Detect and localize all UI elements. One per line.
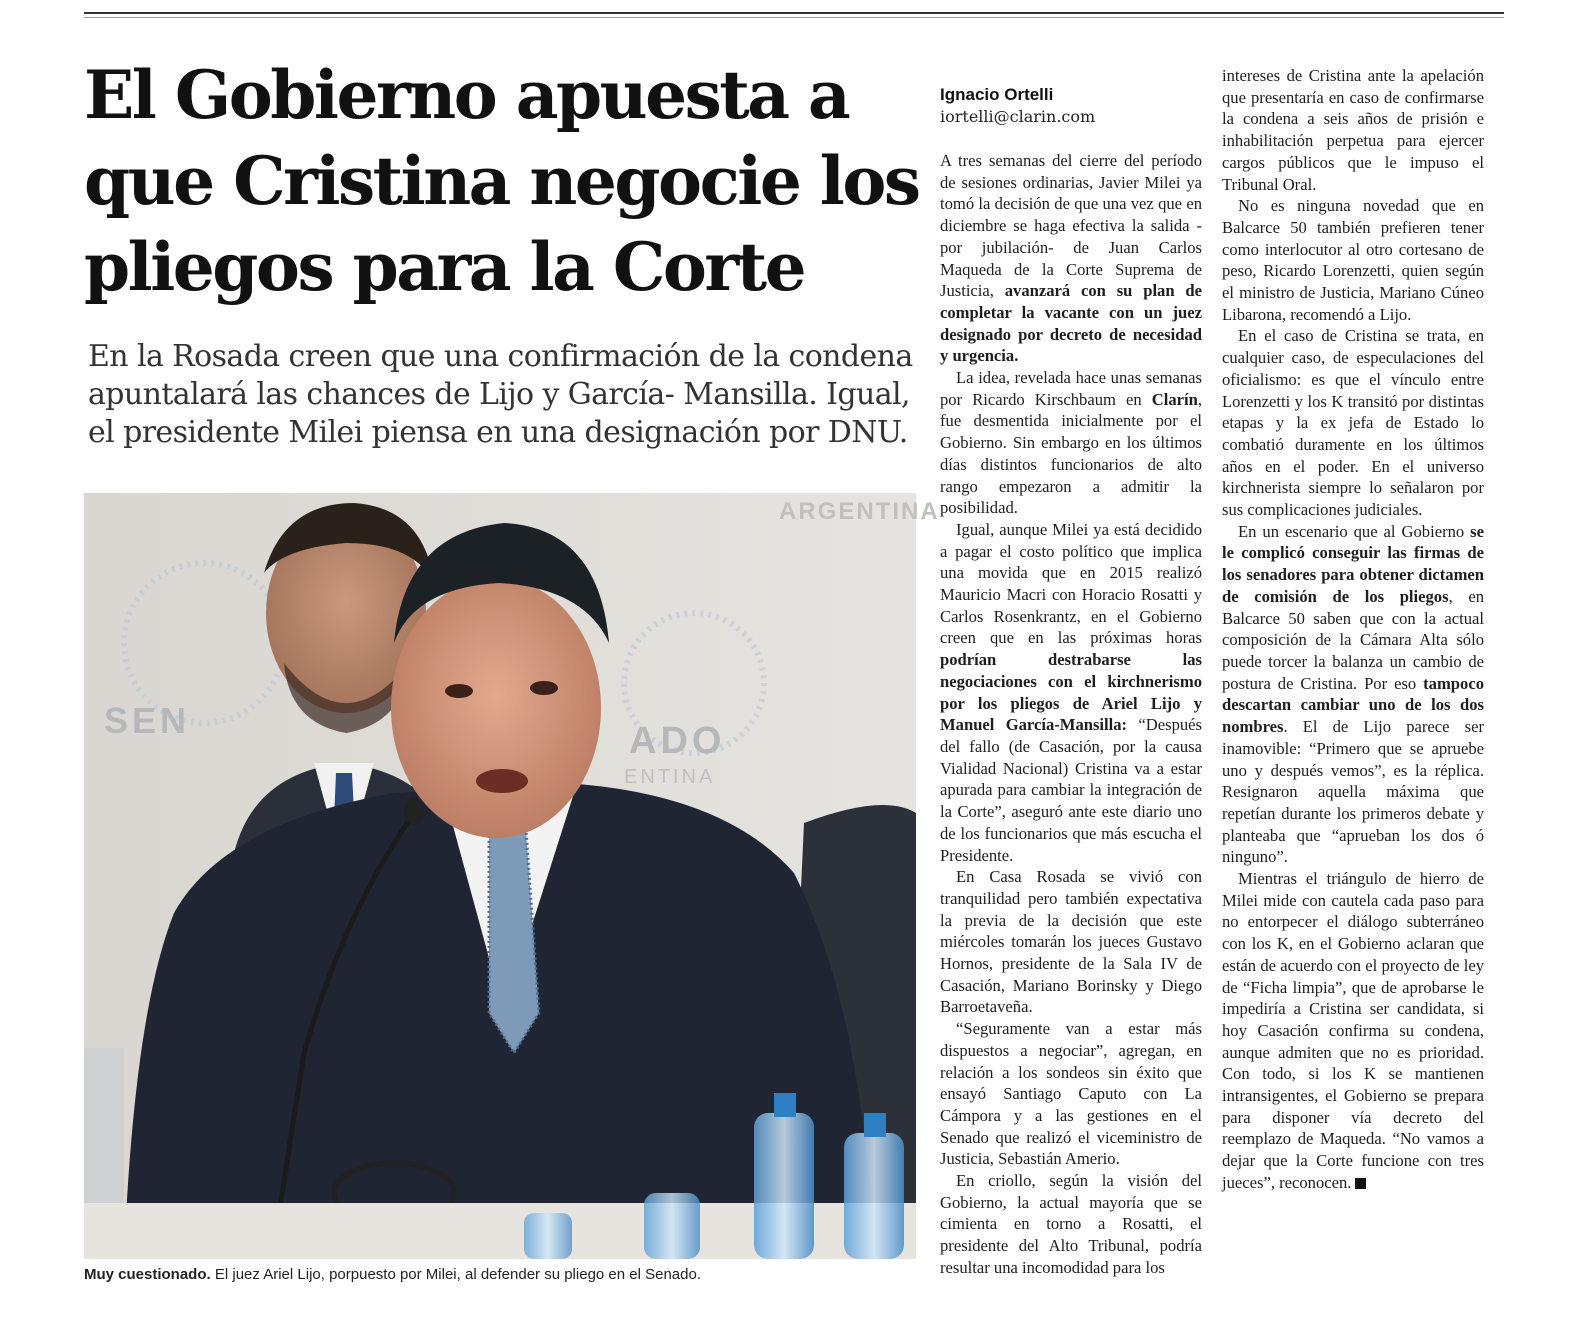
paragraph: intereses de Cristina ante la apelación que presentaría en caso de confirmarse la condena a seis años de prisión e inhabilitación perpetua para ejercer cargos públicos que le impuso el Tribunal Oral.	[1222, 66, 1484, 194]
paragraph: En Casa Rosada se vivió con tranquilidad pero también expectativa la previa de la decisión que este miércoles tomarán los jueces Gustavo Hornos, presidente de la Sala IV de Casación, Mariano Borinsky y Diego Barroetaveña.	[940, 867, 1202, 1017]
body-column-2	[1222, 65, 1484, 1194]
paragraph: “Seguramente van a estar más dispuestos a negociar”, agregan, en relación a los sondeos sin éxito que ensayó Santiago Caputo con La Cámpora y a las gestiones en el Senado que realizó el viceministro de Justicia, Sebastián Amerio.	[940, 1019, 1202, 1169]
article-photo	[84, 493, 940, 1259]
headline: El Gobierno apuesta a que Cristina negocie los pliegos para la Corte	[84, 56, 919, 306]
paragraph: En el caso de Cristina se trata, en cualquier caso, de especulaciones del oficialismo: es que el vínculo entre Lorenzetti y los K transitó por distintas etapas y la ex jefa de Estado lo combatió duramente en los últimos años en el poder. En el universo kirchnerista siempre lo señalaron por sus complicaciones judiciales.	[1222, 326, 1484, 520]
backdrop-text-right: ADO	[629, 720, 726, 762]
paragraph: En criollo, según la visión del Gobierno, la actual mayoría que se cimienta en torno a Rosatti, el presidente del Alto Tribunal, podría resultar una incomodidad para los	[940, 1171, 1202, 1277]
backdrop-text-sub: ENTINA	[624, 766, 716, 788]
paragraph: La idea, revelada hace unas semanas por Ricardo Kirschbaum en Clarín, fue desmentida inicialmente por el Gobierno. Sin embargo en los últimos días distintos funcionarios de alto rango empezaron a admitir la posibilidad.	[940, 368, 1202, 518]
paragraph: En un escenario que al Gobierno se le complicó conseguir las firmas de los senadores para obtener dictamen de comisión de los pliegos, en Balcarce 50 saben que con la actual composición de la Cámara Alta sólo puede torcer la balanza un cambio de postura de Cristina. Por eso tampoco descartan cambiar uno de los dos nombres. El de Lijo parece ser inamovible: “Primero que se apruebe uno y después vemos”, es la réplica. Resignaron aquella máxima que repetían durante los primeros debate y planteaba que “aprueban los dos ó ninguno”.	[1222, 521, 1485, 867]
photo-caption	[84, 1265, 924, 1285]
top-rule-thin	[84, 17, 1504, 18]
top-rule	[84, 12, 1504, 14]
caption-text: El juez Ariel Lijo, porpuesto por Milei, al defender su pliego en el Senado.	[210, 1266, 701, 1283]
end-mark-icon	[1355, 1178, 1366, 1189]
caption-lead: Muy cuestionado.	[84, 1266, 211, 1283]
author-name: Ignacio Ortelli	[940, 85, 1054, 104]
paragraph: Mientras el triángulo de hierro de Milei mide con cautela cada paso para no entorpecer el diálogo subterráneo con los K, en el Gobierno aclaran que están de acuerdo con el proyecto de ley de “Ficha limpia”, que de aprobarse le impediría a Cristina ser candidata, si hoy Casación confirma su condena, aunque admiten que no es prioridad. Con todo, si los K se mantienen intransigentes, el Gobierno se prepara para disponer vía decreto del reemplazo de Maqueda. “No vamos a dejar que la Corte funcione con tres jueces”, reconocen.	[1222, 869, 1484, 1192]
byline	[940, 84, 1200, 128]
paragraph: A tres semanas del cierre del período de sesiones ordinarias, Javier Milei ya tomó la decisión de que una vez que en diciembre se haga efectiva la salida -por jubilación- de Juan Carlos Maqueda de la Corte Suprema de Justicia, avanzará con su plan de completar la vacante con un juez designado por decreto de necesidad y urgencia.	[940, 151, 1202, 366]
author-email[interactable]: iortelli@clarin.com	[940, 107, 1096, 126]
body-column-1	[940, 150, 1202, 1279]
backdrop-text-top: ARGENTINA	[779, 498, 940, 525]
backdrop-text-left: SEN	[104, 700, 191, 741]
subheadline: En la Rosada creen que una confirmación de la condena apuntalará las chances de Lijo y García- Mansilla. Igual, el presidente Milei piensa en una designación por DNU.	[88, 339, 913, 450]
paragraph: No es ninguna novedad que en Balcarce 50 también prefieren tener como interlocutor al otro cortesano de peso, Ricardo Lorenzetti, quien según el ministro de Justicia, Mariano Cúneo Libarona, recomendó a Lijo.	[1222, 196, 1484, 324]
paragraph: Igual, aunque Milei ya está decidido a pagar el costo político que implica una movida que en 2015 realizó Mauricio Macri con Horacio Rosatti y Carlos Rosenkrantz, en el Gobierno creen que en las próximas horas podrían destrabarse las negociaciones con el kirchnerismo por los pliegos de Ariel Lijo y Manuel García-Mansilla: “Después del fallo (de Casación, por la causa Vialidad Nacional) Cristina va a estar apurada para cambiar la integración de la Corte”, aseguró ante este diario uno de los funcionarios que más escucha el Presidente.	[940, 519, 1202, 865]
